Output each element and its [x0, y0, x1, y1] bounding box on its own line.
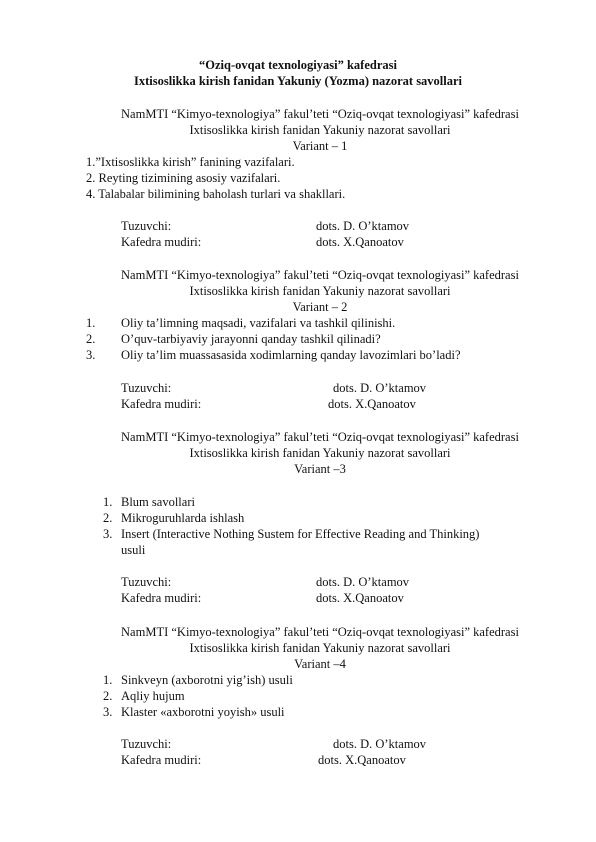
variant-3-label: Variant –3: [294, 462, 346, 476]
variant-2-compiler-label: Tuzuvchi:: [121, 381, 172, 395]
variant-1-head-name: dots. X.Qanoatov: [316, 235, 404, 249]
variant-3-question-2: Mikroguruhlarda ishlash: [121, 511, 245, 525]
variant-1-title: NamMTI “Kimyo-texnologiya” fakul’teti “Oziq-ovqat texnologiyasi” kafedrasi: [121, 107, 519, 121]
variant-4-label: Variant –4: [294, 657, 346, 671]
document-title: “Oziq-ovqat texnologiyasi” kafedrasi: [199, 58, 397, 72]
variant-3-question-1: Blum savollari: [121, 495, 195, 509]
variant-2-question-1-number: 1.: [86, 316, 96, 330]
variant-3-question-1-number: 1.: [103, 495, 113, 509]
variant-1-label: Variant – 1: [292, 139, 348, 153]
variant-2-question-3-number: 3.: [86, 348, 96, 362]
variant-3-question-2-number: 2.: [103, 511, 113, 525]
variant-1-compiler-label: Tuzuvchi:: [121, 219, 172, 233]
variant-3-head-label: Kafedra mudiri:: [121, 591, 202, 605]
document-subtitle: Ixtisoslikka kirish fanidan Yakuniy (Yozma) nazorat savollari: [133, 74, 463, 88]
variant-4-question-2: Aqliy hujum: [121, 689, 185, 703]
variant-1-question-1: 1.”Ixtisoslikka kirish” fanining vazifalari.: [86, 155, 295, 169]
variant-2-head-label: Kafedra mudiri:: [121, 397, 202, 411]
variant-1-subtitle: Ixtisoslikka kirish fanidan Yakuniy nazorat savollari: [189, 123, 451, 137]
variant-2-label: Variant – 2: [292, 300, 348, 314]
variant-4-question-3: Klaster «axborotni yoyish» usuli: [121, 705, 285, 719]
variant-2-compiler-name: dots. D. O’ktamov: [333, 381, 427, 395]
variant-4-head-name: dots. X.Qanoatov: [318, 753, 406, 767]
variant-4-question-1: Sinkveyn (axborotni yig’ish) usuli: [121, 673, 293, 687]
variant-3-subtitle: Ixtisoslikka kirish fanidan Yakuniy nazorat savollari: [189, 446, 451, 460]
variant-3-question-3: Insert (Interactive Nothing Sustem for Effective Reading and Thinking): [121, 527, 480, 541]
variant-3-question-3-number: 3.: [103, 527, 113, 541]
variant-4-compiler-name: dots. D. O’ktamov: [333, 737, 427, 751]
variant-2-question-2: O’quv-tarbiyaviy jarayonni qanday tashkil qilinadi?: [121, 332, 381, 346]
variant-2-subtitle: Ixtisoslikka kirish fanidan Yakuniy nazorat savollari: [189, 284, 451, 298]
variant-1-question-3: 4. Talabalar bilimining baholash turlari va shakllari.: [86, 187, 346, 201]
variant-2-question-1: Oliy ta’limning maqsadi, vazifalari va tashkil qilinishi.: [121, 316, 396, 330]
variant-1-question-2: 2. Reyting tizimining asosiy vazifalari.: [86, 171, 281, 185]
variant-1-compiler-name: dots. D. O’ktamov: [316, 219, 410, 233]
variant-4-subtitle: Ixtisoslikka kirish fanidan Yakuniy nazorat savollari: [189, 641, 451, 655]
variant-2-title: NamMTI “Kimyo-texnologiya” fakul’teti “Oziq-ovqat texnologiyasi” kafedrasi: [121, 268, 519, 282]
variant-3-compiler-name: dots. D. O’ktamov: [316, 575, 410, 589]
variant-4-title: NamMTI “Kimyo-texnologiya” fakul’teti “Oziq-ovqat texnologiyasi” kafedrasi: [121, 625, 519, 639]
variant-4-question-2-number: 2.: [103, 689, 113, 703]
variant-2-question-2-number: 2.: [86, 332, 96, 346]
variant-2-question-3: Oliy ta’lim muassasasida xodimlarning qanday lavozimlari bo’ladi?: [121, 348, 461, 362]
variant-4-head-label: Kafedra mudiri:: [121, 753, 202, 767]
variant-3-question-3-continuation: usuli: [121, 543, 146, 557]
variant-1-head-label: Kafedra mudiri:: [121, 235, 202, 249]
variant-2-head-name: dots. X.Qanoatov: [328, 397, 416, 411]
variant-3-head-name: dots. X.Qanoatov: [316, 591, 404, 605]
variant-4-compiler-label: Tuzuvchi:: [121, 737, 172, 751]
variant-3-compiler-label: Tuzuvchi:: [121, 575, 172, 589]
variant-4-question-1-number: 1.: [103, 673, 113, 687]
variant-3-title: NamMTI “Kimyo-texnologiya” fakul’teti “Oziq-ovqat texnologiyasi” kafedrasi: [121, 430, 519, 444]
variant-4-question-3-number: 3.: [103, 705, 113, 719]
